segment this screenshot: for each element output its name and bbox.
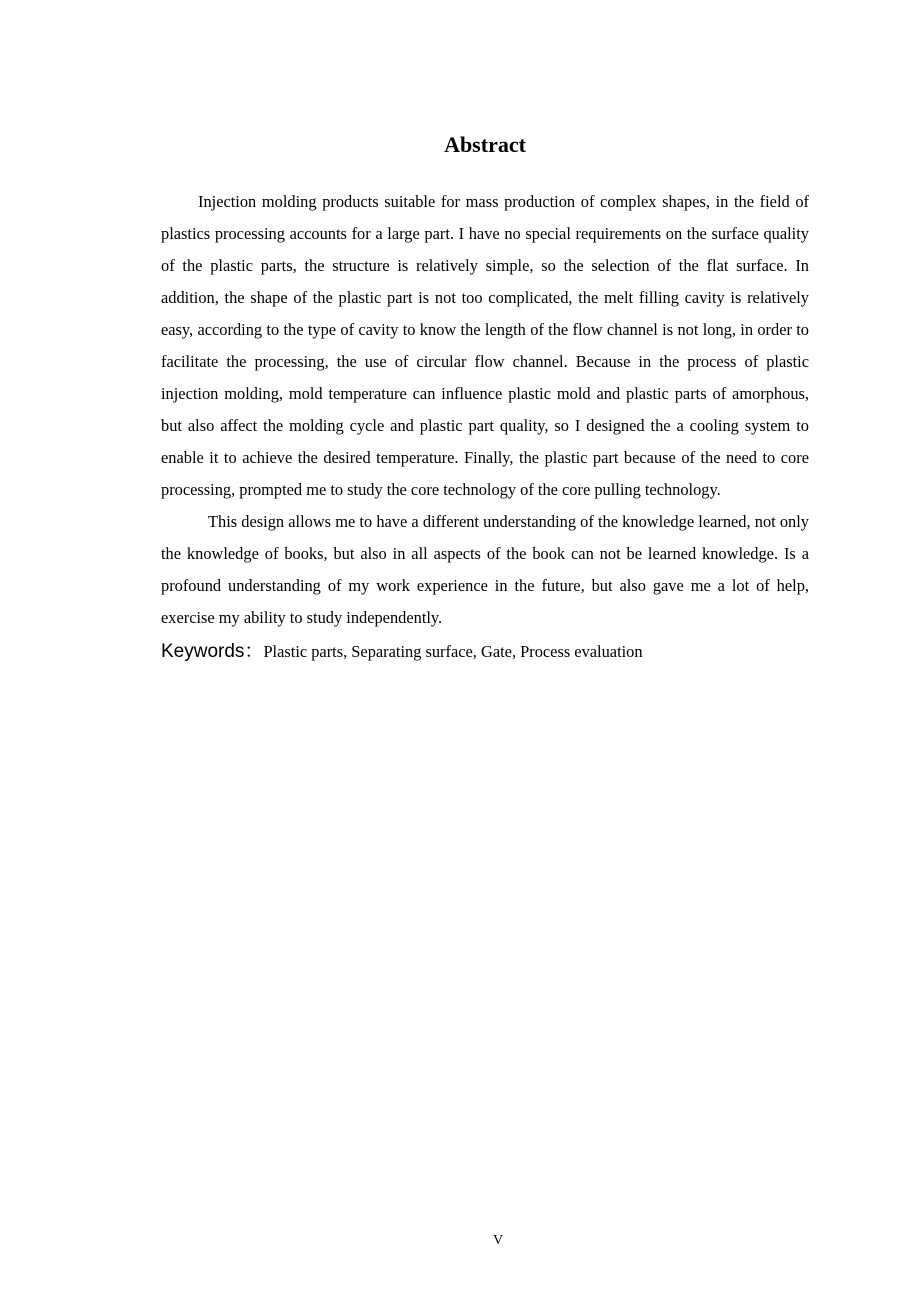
abstract-title: Abstract <box>444 132 526 157</box>
keywords-line <box>161 636 809 669</box>
keywords-text: Plastic parts, Separating surface, Gate, Process evaluation <box>263 642 643 661</box>
page-number: V <box>492 1233 504 1248</box>
keywords-label: Keywords： <box>161 641 264 662</box>
abstract-paragraph-1: Injection molding products suitable for mass production of complex shapes, in the field of plastics processing accounts for a large part. I have no special requirements on the surface quality of the plastic parts, the structure is relatively simple, so the selection of the flat surface. In addition, the shape of the plastic part is not too complicated, the melt filling cavity is relatively easy, according to the type of cavity to know the length of the flow channel is not long, in order to facilitate the processing, the use of circular flow channel. Because in the process of plastic injection molding, mold temperature can influence plastic mold and plastic parts of amorphous, but also affect the molding cycle and plastic part quality, so I designed the a cooling system to enable it to achieve the desired temperature. Finally, the plastic part because of the need to core processing, prompted me to study the core technology of the core pulling technology. <box>161 192 809 499</box>
abstract-body <box>161 186 809 669</box>
abstract-paragraph-2: This design allows me to have a different understanding of the knowledge learned, not only the knowledge of books, but also in all aspects of the book can not be learned knowledge. Is a profound understanding of my work experience in the future, but also gave me a lot of help, exercise my ability to study independently. <box>161 512 809 627</box>
